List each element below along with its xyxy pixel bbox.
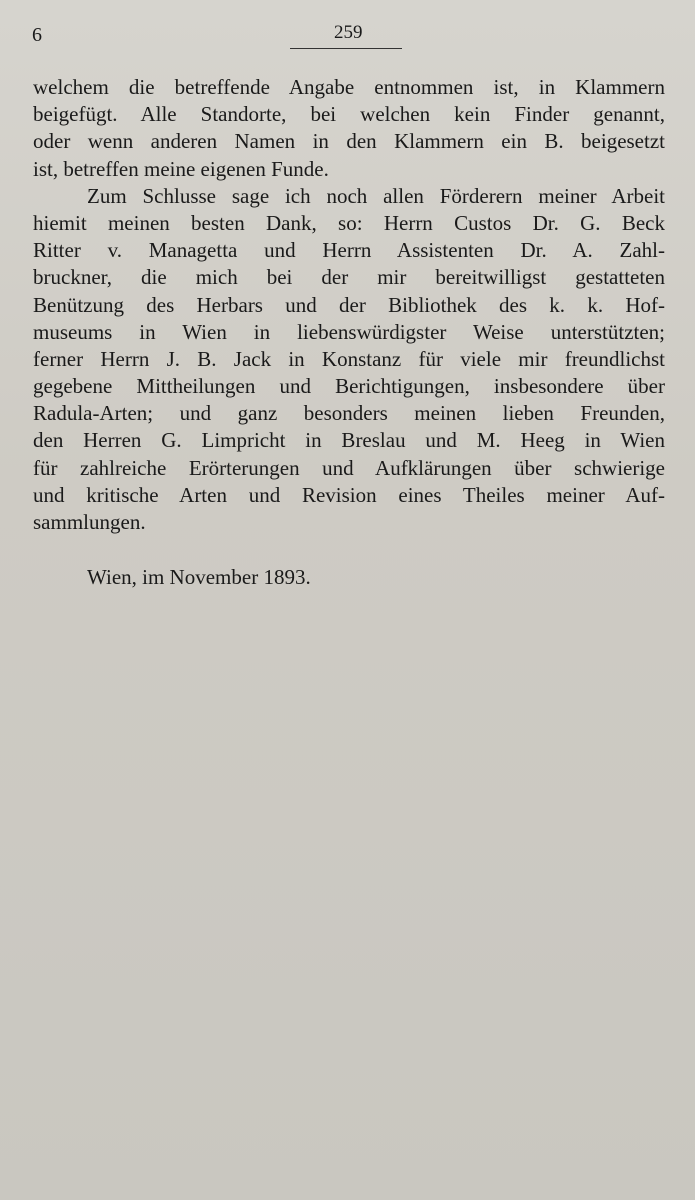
text-line: gegebene Mittheilungen und Berichtigungen, insbesondere über xyxy=(33,374,665,399)
text-line: Benützung des Herbars und der Bibliothek des k. k. Hof- xyxy=(33,292,665,317)
text-line: für zahlreiche Erörterungen und Aufklärungen über schwierige xyxy=(33,455,665,480)
text-line: ist, betreffen meine eigenen Funde. xyxy=(33,156,329,181)
paragraph-2 xyxy=(33,183,665,536)
text-line: Ritter v. Managetta und Herrn Assistenten Dr. A. Zahl- xyxy=(33,238,665,263)
text-line: und kritische Arten und Revision eines Theiles meiner Auf- xyxy=(33,482,665,507)
text-line: bruckner, die mich bei der mir bereitwilligst gestatteten xyxy=(33,265,665,290)
text-line: ferner Herrn J. B. Jack in Konstanz für viele mir freundlichst xyxy=(33,346,665,371)
text-line: den Herren G. Limpricht in Breslau und M. Heeg in Wien xyxy=(33,428,665,453)
page-number-left: 6 xyxy=(32,24,42,46)
page-header xyxy=(0,22,695,52)
text-line: museums in Wien in liebenswürdigster Weise unterstützten; xyxy=(33,319,665,344)
paragraph-1 xyxy=(33,74,665,183)
text-line: sammlungen. xyxy=(33,510,146,534)
text-line: hiemit meinen besten Dank, so: Herrn Custos Dr. G. Beck xyxy=(33,210,665,235)
text-line: oder wenn anderen Namen in den Klammern ein B. beigesetzt xyxy=(33,129,665,154)
text-line: Zum Schlusse sage ich noch allen Förderern meiner Arbeit xyxy=(87,183,665,208)
text-line: welchem die betreffende Angabe entnommen ist, in Klammern xyxy=(33,75,665,99)
text-line: beigefügt. Alle Standorte, bei welchen kein Finder genannt, xyxy=(33,102,665,127)
header-rule xyxy=(290,48,402,49)
body-text xyxy=(33,74,665,536)
text-line: Radula-Arten; und ganz besonders meinen lieben Freunden, xyxy=(33,401,665,426)
page-number-center: 259 xyxy=(334,22,363,43)
signoff-date: Wien, im November 1893. xyxy=(87,565,311,589)
